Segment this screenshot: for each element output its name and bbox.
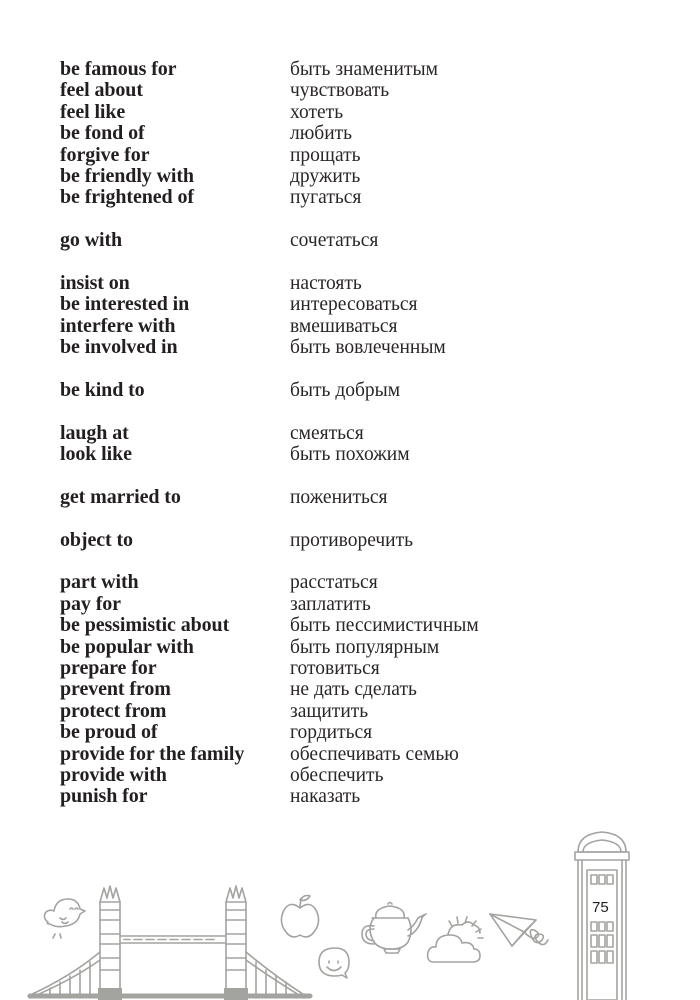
vocab-row <box>60 123 660 144</box>
russian-translation: обеспечить <box>290 764 384 786</box>
english-phrase: prepare for <box>60 656 157 679</box>
russian-translation: дружить <box>290 165 361 187</box>
russian-translation: быть популярным <box>290 636 440 658</box>
english-phrase: protect from <box>60 699 167 722</box>
english-phrase: look like <box>60 443 132 466</box>
russian-translation: готовиться <box>290 657 380 679</box>
english-phrase: insist on <box>60 271 130 294</box>
vocab-row <box>60 658 660 679</box>
english-phrase: feel about <box>60 79 143 102</box>
english-phrase: be friendly with <box>60 164 194 187</box>
russian-translation: пожениться <box>290 486 388 508</box>
russian-translation: быть знаменитым <box>290 59 438 80</box>
russian-translation: прощать <box>290 144 361 166</box>
russian-translation: быть добрым <box>290 379 401 401</box>
teapot-icon <box>362 903 426 954</box>
vocab-row <box>60 444 660 465</box>
english-phrase: part with <box>60 571 139 594</box>
russian-translation: защитить <box>290 700 369 722</box>
russian-translation: сочетаться <box>290 230 379 252</box>
russian-translation: любить <box>290 123 353 145</box>
russian-translation: расстаться <box>290 572 378 594</box>
vocab-row <box>60 572 660 593</box>
vocab-row <box>60 337 660 358</box>
spacer <box>60 551 660 572</box>
russian-translation: гордиться <box>290 722 373 744</box>
phone-box-icon <box>575 832 629 1000</box>
english-phrase: laugh at <box>60 421 129 444</box>
vocab-row <box>60 423 660 444</box>
english-phrase: be fond of <box>60 122 145 145</box>
cloud-sun-icon <box>428 917 483 962</box>
vocab-row <box>60 166 660 187</box>
english-phrase: interfere with <box>60 314 176 337</box>
english-phrase: be proud of <box>60 721 158 744</box>
vocab-row <box>60 786 660 807</box>
english-phrase: forgive for <box>60 143 150 166</box>
english-phrase: feel like <box>60 100 126 123</box>
english-phrase: be interested in <box>60 293 190 316</box>
russian-translation: смеяться <box>290 422 364 444</box>
spacer <box>60 401 660 422</box>
english-phrase: prevent from <box>60 678 171 701</box>
russian-translation: пугаться <box>290 187 362 209</box>
english-phrase: get married to <box>60 485 181 508</box>
vocab-row <box>60 487 660 508</box>
russian-translation: обеспечивать семью <box>290 743 459 765</box>
russian-translation: хотеть <box>290 101 344 123</box>
russian-translation: чувствовать <box>290 80 390 102</box>
bird-icon <box>44 899 85 938</box>
russian-translation: быть вовлеченным <box>290 337 446 359</box>
vocab-row <box>60 722 660 743</box>
vocab-row <box>60 530 660 551</box>
english-phrase: provide with <box>60 763 167 786</box>
apple-icon <box>281 896 318 937</box>
english-phrase: object to <box>60 528 133 551</box>
english-phrase: be kind to <box>60 378 145 401</box>
smiley-speech-bubble-icon <box>319 948 349 978</box>
russian-translation: настоять <box>290 272 362 294</box>
russian-translation: быть пессимистичным <box>290 615 479 637</box>
spacer <box>60 209 660 230</box>
vocab-row <box>60 59 660 80</box>
english-phrase: punish for <box>60 785 148 808</box>
vocab-row <box>60 765 660 786</box>
english-phrase: be famous for <box>60 58 177 80</box>
russian-translation: противоречить <box>290 529 414 551</box>
russian-translation: заплатить <box>290 593 371 615</box>
russian-translation: интересоваться <box>290 294 418 316</box>
vocabulary-list <box>60 59 660 808</box>
vocab-row <box>60 316 660 337</box>
tower-bridge-icon <box>28 886 310 1000</box>
page-number: 75 <box>592 899 609 916</box>
spacer <box>60 252 660 273</box>
vocab-row <box>60 594 660 615</box>
vocab-row <box>60 80 660 101</box>
footer-illustrations <box>0 830 700 1000</box>
vocab-row <box>60 230 660 251</box>
english-phrase: go with <box>60 229 123 252</box>
spacer <box>60 358 660 379</box>
vocab-row <box>60 145 660 166</box>
english-phrase: be involved in <box>60 336 178 359</box>
vocab-row <box>60 273 660 294</box>
english-phrase: pay for <box>60 592 121 615</box>
spacer <box>60 508 660 529</box>
vocab-row <box>60 615 660 636</box>
english-phrase: provide for the family <box>60 742 245 765</box>
russian-translation: вмешиваться <box>290 315 398 337</box>
english-phrase: be frightened of <box>60 186 194 209</box>
spacer <box>60 465 660 486</box>
english-phrase: be pessimistic about <box>60 614 230 637</box>
vocab-row <box>60 102 660 123</box>
russian-translation: не дать сделать <box>290 679 417 701</box>
vocab-row <box>60 187 660 208</box>
vocab-row <box>60 679 660 700</box>
russian-translation: быть похожим <box>290 444 410 466</box>
vocab-row <box>60 637 660 658</box>
vocab-row <box>60 744 660 765</box>
paper-plane-icon <box>490 914 548 946</box>
english-phrase: be popular with <box>60 635 194 658</box>
vocab-row <box>60 380 660 401</box>
russian-translation: наказать <box>290 786 361 808</box>
vocab-row <box>60 701 660 722</box>
vocab-row <box>60 294 660 315</box>
